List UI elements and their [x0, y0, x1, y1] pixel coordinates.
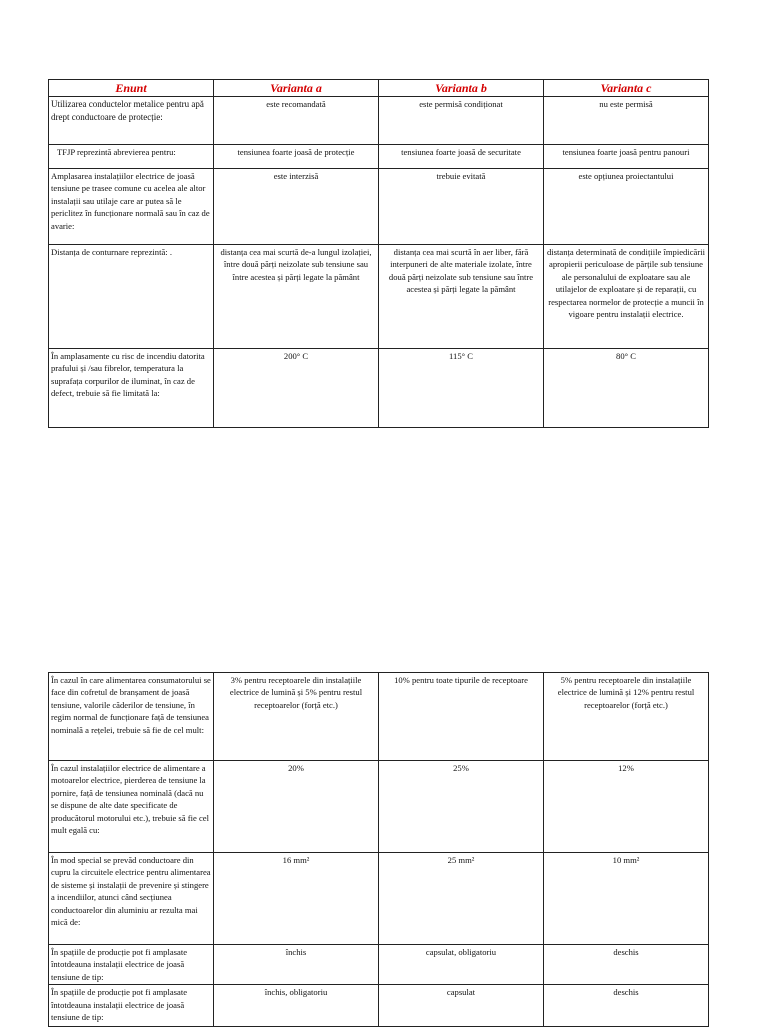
question-cell: În cazul în care alimentarea consumatorului se face din cofretul de branșament de joasă tensiune, valorile căderilor de tensiune, în regim normal de funcționare față de tensiunea nominală a rețelei, trebuie să fie de cel mult: [49, 673, 214, 761]
question-cell: TFJP reprezintă abrevierea pentru: [49, 145, 214, 169]
answer-b-cell: distanța cea mai scurtă în aer liber, fără interpuneri de alte materiale izolate, între două părți neizolate sub tensiune sau între acestea și părți legate la pământ [379, 245, 544, 349]
answer-c-cell: 5% pentru receptoarele din instalațiile electrice de lumină și 12% pentru restul receptoarelor (forță etc.) [544, 673, 709, 761]
table-row [49, 673, 709, 761]
answer-c-cell: 80° C [544, 349, 709, 428]
answer-c-cell: tensiunea foarte joasă pentru panouri [544, 145, 709, 169]
answer-a-cell: distanța cea mai scurtă de-a lungul izolației, între două părți neizolate sub tensiune sau între acestea și părți legate la pământ [214, 245, 379, 349]
answer-c-cell: nu este permisă [544, 97, 709, 145]
answer-a-cell: închis [214, 945, 379, 985]
header-varianta-a: Varianta a [214, 80, 379, 97]
answer-a-cell: 200° C [214, 349, 379, 428]
header-row [49, 80, 709, 97]
question-cell: Distanța de conturnare reprezintă: . [49, 245, 214, 349]
answer-b-cell: este permisă condiționat [379, 97, 544, 145]
table-row [49, 985, 709, 1027]
answer-b-cell: 115° C [379, 349, 544, 428]
answer-a-cell: închis, obligatoriu [214, 985, 379, 1027]
table-row [49, 169, 709, 245]
table-row [49, 245, 709, 349]
table-row [49, 853, 709, 945]
answer-b-cell: 25 mm² [379, 853, 544, 945]
question-cell: În spațiile de producție pot fi amplasate întotdeauna instalații electrice de joasă tensiune de tip: [49, 985, 214, 1027]
question-cell: În amplasamente cu risc de incendiu datorita prafului și /sau fibrelor, temperatura la suprafața corpurilor de iluminat, în caz de defect, trebuie să fie limitată la: [49, 349, 214, 428]
answer-a-cell: 3% pentru receptoarele din instalațiile electrice de lumină și 5% pentru restul receptoarelor (forță etc.) [214, 673, 379, 761]
header-varianta-c: Varianta c [544, 80, 709, 97]
answer-b-cell: tensiunea foarte joasă de securitate [379, 145, 544, 169]
answer-a-cell: tensiunea foarte joasă de protecție [214, 145, 379, 169]
answer-c-cell: distanța determinată de condițiile împiedicării apropierii periculoase de părțile sub tensiune ale personalului de exploatare sau ale utilajelor de exploatare și de reparații, cu respectarea normelor de protecție a muncii în vigoare pentru instalații electrice. [544, 245, 709, 349]
answer-a-cell: este interzisă [214, 169, 379, 245]
answer-a-cell: este recomandată [214, 97, 379, 145]
answer-c-cell: este opțiunea proiectantului [544, 169, 709, 245]
header-varianta-b: Varianta b [379, 80, 544, 97]
question-cell: În spațiile de producție pot fi amplasate întotdeauna instalații electrice de joasă tensiune de tip: [49, 945, 214, 985]
answer-b-cell: capsulat, obligatoriu [379, 945, 544, 985]
question-cell: Utilizarea conductelor metalice pentru apă drept conductoare de protecție: [49, 97, 214, 145]
answer-b-cell: 10% pentru toate tipurile de receptoare [379, 673, 544, 761]
answer-b-cell: 25% [379, 761, 544, 853]
table-row [49, 761, 709, 853]
answer-b-cell: trebuie evitată [379, 169, 544, 245]
header-enunt: Enunt [49, 80, 214, 97]
question-cell: În cazul instalațiilor electrice de alimentare a motoarelor electrice, pierderea de tensiune la pornire, față de tensiunea nominală (dacă nu se dispune de alte date specificate de producătorul motorului etc.), trebuie să fie cel mult egală cu: [49, 761, 214, 853]
answer-a-cell: 16 mm² [214, 853, 379, 945]
question-cell: Amplasarea instalațiilor electrice de joasă tensiune pe trasee comune cu acelea ale altor instalații sau utilaje care ar putea să le periclitez în funcționare normală sau în caz de avarie: [49, 169, 214, 245]
table-row [49, 97, 709, 145]
answer-c-cell: 10 mm² [544, 853, 709, 945]
table-row [49, 145, 709, 169]
questions-table-1 [48, 79, 709, 428]
answer-c-cell: 12% [544, 761, 709, 853]
answer-c-cell: deschis [544, 945, 709, 985]
table-row [49, 945, 709, 985]
question-cell: În mod special se prevăd conductoare din cupru la circuitele electrice pentru alimentarea de sisteme și instalații de prevenire și stingere a incendiilor, atunci când secțiunea conductoarelor din aluminiu ar rezulta mai mică de: [49, 853, 214, 945]
table-row [49, 349, 709, 428]
questions-table-2 [48, 672, 709, 1027]
answer-b-cell: capsulat [379, 985, 544, 1027]
answer-a-cell: 20% [214, 761, 379, 853]
answer-c-cell: deschis [544, 985, 709, 1027]
